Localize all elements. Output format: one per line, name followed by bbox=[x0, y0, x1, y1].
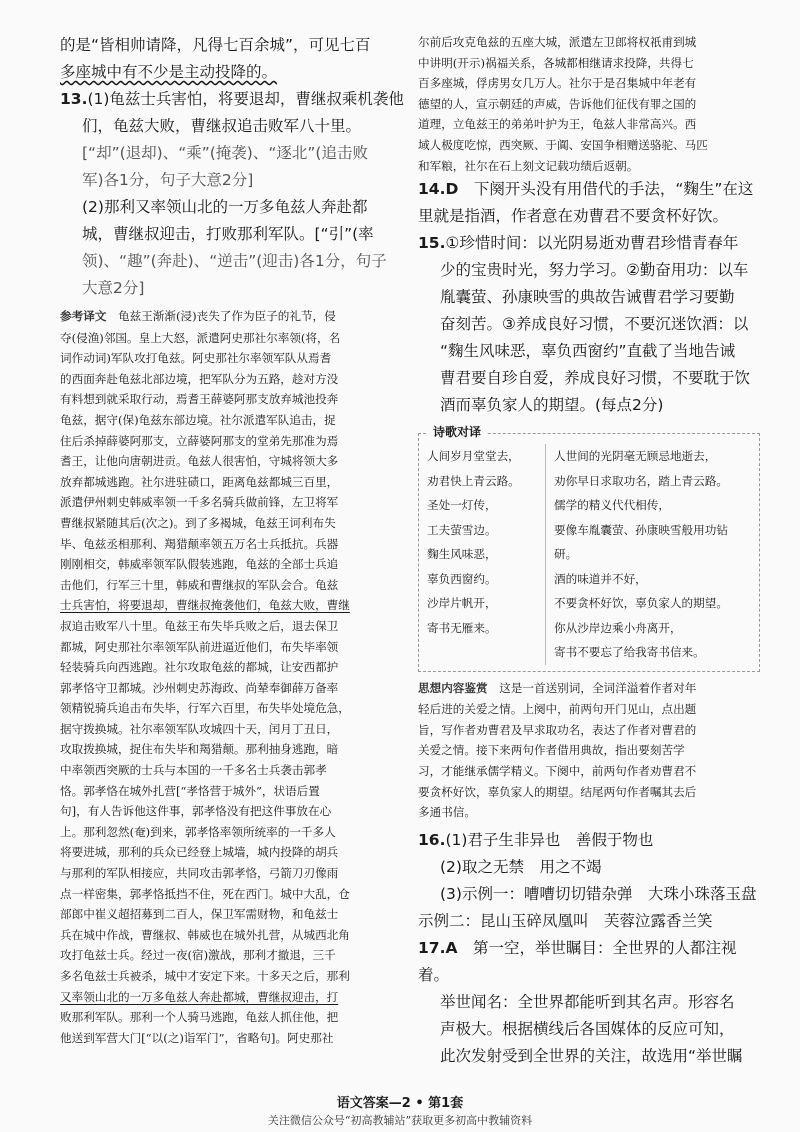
poem-grid bbox=[427, 444, 751, 665]
reference-translation bbox=[60, 306, 412, 1048]
ref-line: 词作动词)军队攻打龟兹。阿史那社尔率领军队从焉耆 bbox=[60, 351, 332, 366]
ref-line: 龟兹，据守(保)龟兹东部边境。社尔派遣军队追击，捉 bbox=[60, 412, 336, 427]
poem-translation-line: 你从沙岸边乘小舟离开， bbox=[554, 620, 682, 635]
q17-line: 17.A 第一空，举世瞩目：全世界的人都注视着。 bbox=[418, 938, 737, 984]
ref-line: 都城，阿史那社尔率领军队前进逼近他们，布失毕率领 bbox=[60, 639, 339, 654]
ref-line: 攻取拨换城，捉住布失毕和羯猎颠。那利抽身逃跑，暗 bbox=[60, 742, 339, 757]
ref-line: 叔追击败军八十里。龟兹王布失毕兵败之后，退去保卫 bbox=[60, 618, 339, 633]
intro-underlined: 多座城中有不少是主动投降的。 bbox=[60, 63, 278, 81]
q17-line: 举世闻名：全世界都能听到其名声。形容名 bbox=[440, 992, 735, 1011]
poem-translation-line: 儒学的精义代代相传， bbox=[554, 498, 670, 513]
ref-line: 放弃都城逃跑。社尔进驻碛口，距离龟兹都城三百里， bbox=[60, 474, 339, 489]
ref-line: 兵在城中作战，曹继叔、韩威也在城外扎营，从城西北角 bbox=[60, 927, 350, 942]
ref-line: 据守拨换城。社尔率领军队攻城四十天，闰月丁丑日， bbox=[60, 721, 339, 736]
ref-line: 上。那利忽然(奄)到来，郭孝恪率领所统率的一千多人 bbox=[60, 824, 336, 839]
q15-line: 奋刻苦。③养成良好习惯，不要沉迷饮酒：以 bbox=[440, 315, 749, 334]
ref-line: 击他们，行军三十里，韩威和曹继叔的军队会合。龟兹 bbox=[60, 577, 339, 592]
q15-line: 15.①珍惜时间：以光阴易逝劝曹君珍惜青春年 bbox=[418, 234, 739, 253]
ref-label: 参考译文 bbox=[60, 310, 107, 323]
ref-line: 毕、龟兹丞相那利、羯猎颠率领五万名士兵抵抗。兵器 bbox=[60, 536, 339, 551]
appreciation-line: 思想内容鉴赏 这是一首送别词，全词洋溢着作者对年 bbox=[418, 680, 697, 695]
ref-line: 中率领西突厥的士兵与本国的一千多名士兵袭击郭孝 bbox=[60, 763, 327, 778]
q15-line: 曹君要自珍自爱，养成良好习惯，不要耽于饮 bbox=[440, 369, 751, 388]
ref-line: 曹继叔紧随其后(次之)。到了多褐城，龟兹王诃利布失 bbox=[60, 515, 336, 530]
appreciation-line: 要贪杯好饮，辜负家人的期望。结尾两句作者嘱其去后 bbox=[418, 784, 697, 799]
appreciation-label: 思想内容鉴赏 bbox=[418, 681, 488, 695]
q13-line: 们，龟兹大败，曹继叔追击败军八十里。 bbox=[82, 117, 362, 135]
poem-line: 辜负西窗约。 bbox=[427, 571, 497, 586]
q13-scoring: 领)、“趣”(奔赴)、“逆击”(迎击)各1分，句子 bbox=[82, 252, 387, 270]
q13-scoring: 军)各1分，句子大意2分] bbox=[82, 171, 254, 189]
ref-line: 德望的人，宣示朝廷的声威，告诉他们征伐有罪之国的 bbox=[418, 96, 697, 111]
ref-line: 刚刚相交，韩威率领军队假装逃跑，龟兹的全部士兵追 bbox=[60, 557, 339, 572]
q15-line: 少的宝贵时光，努力学习。②勤奋用功：以车 bbox=[440, 261, 749, 280]
appreciation-line: 旨，写作者劝曹君及早求取功名，表达了作者对曹君的 bbox=[418, 722, 697, 737]
poem-line: 寄书无雁来。 bbox=[427, 620, 497, 635]
q16-line: 示例二：昆山玉碎凤凰叫 芙蓉泣露香兰笑 bbox=[418, 911, 713, 930]
ref-line: 恪。郭孝恪在城外扎营[“孝恪营于城外”，状语后置 bbox=[60, 783, 320, 798]
ref-line: 与那利的军队相接应，共同攻击郭孝恪，弓箭刀刃像雨 bbox=[60, 866, 339, 881]
q13-number: 13. bbox=[60, 90, 88, 108]
poem-translation-line: 人世间的光阴毫无顾忌地逝去， bbox=[554, 449, 717, 464]
q16-line: (2)取之无禁 用之不竭 bbox=[440, 857, 602, 876]
q16-line: 16.(1)君子生非异也 善假于物也 bbox=[418, 830, 654, 849]
ref-line: 百多座城，俘虏男女几万人。社尔于是召集城中年老有 bbox=[418, 76, 697, 91]
q13-line: 城，曹继叔迎击，打败那利军队。[“引”(率 bbox=[82, 225, 374, 243]
ref-line: 夺(侵渔)邻国。皇上大怒，派遣阿史那社尔率领(将，名 bbox=[60, 330, 341, 345]
poem-translation-line: 酒的味道并不好， bbox=[554, 571, 647, 586]
ref-line: 参考译文 龟兹王渐渐(浸)丧失了作为臣子的礼节，侵 bbox=[60, 309, 336, 323]
ref-line: 士兵害怕，将要退却，曹继叔掩袭他们，龟兹大败，曹继 bbox=[60, 598, 350, 613]
appreciation-line: 轻后进的关爱之情。上阕中，前两句开门见山，点出题 bbox=[418, 702, 697, 717]
q13-scoring: 大意2分] bbox=[82, 279, 145, 297]
ref-line: 句]，有人告诉他这件事，郭孝恪没有把这件事放在心 bbox=[60, 804, 332, 819]
ref-line: 攻打龟兹士兵。经过一夜(宿)激战，那利才撤退，三千 bbox=[60, 948, 336, 963]
q14-line: 14.D 下阕开头没有用借代的手法，“麴生”在这 bbox=[418, 180, 754, 199]
poem-translation-box bbox=[418, 425, 760, 672]
q16-line: (3)示例一：嘈嘈切切错杂弹 大珠小珠落玉盘 bbox=[440, 884, 757, 903]
page-footer-title: 语文答案—2 • 第1套 bbox=[336, 1096, 464, 1111]
poem-box-tag: 诗歌对译 bbox=[427, 423, 487, 440]
ref-line: 他送到军营大门[“以(之)诣军门”，省略句]。阿史那社 bbox=[60, 1030, 334, 1045]
q13-line: 13.(1)龟兹士兵害怕，将要退却，曹继叔乘机袭他 bbox=[60, 90, 404, 108]
appreciation-line: 多通书信。 bbox=[418, 805, 476, 820]
q17-number: 17.A bbox=[418, 938, 458, 957]
poem-line: 麴生风味恶， bbox=[427, 547, 497, 562]
poem-original bbox=[427, 444, 546, 665]
ref-line: 有料想到就采取行动，焉耆王薛婆阿那支放弃城池投奔 bbox=[60, 392, 339, 407]
poem-translation-line: 寄书不要忘了给我寄书信来。 bbox=[554, 645, 705, 660]
q14-number: 14.D bbox=[418, 180, 459, 199]
ref-line: 轻装骑兵向西逃跑。社尔攻取龟兹的都城，让安西都护 bbox=[60, 660, 339, 675]
ref-line: 派遣伊州刺史韩威率领一千多名骑兵做前锋，左卫将军 bbox=[60, 495, 339, 510]
left-column bbox=[60, 32, 412, 1048]
ref-line: 域人极度吃惊，西突厥、于阗、安国争相赠送骆驼、马匹 bbox=[418, 137, 708, 152]
ref-line: 领精锐骑兵追击布失毕，行军六百里，布失毕处境危急， bbox=[60, 701, 350, 716]
poem-line: 劝君快上青云路。 bbox=[427, 473, 520, 488]
q13-scoring: [“却”(退却)、“乘”(掩袭)、“逐北”(追击败 bbox=[82, 144, 368, 162]
intro-line bbox=[60, 59, 412, 86]
ref-line: 点一样密集，郭孝恪抵挡不住，死在西门。城中大乱，仓 bbox=[60, 886, 350, 901]
ref-line: 和军粮，社尔在石上刻文记载功绩后返朝。 bbox=[418, 158, 639, 173]
poem-translation-line: 不要贪杯好饮，辜负家人的期望。 bbox=[554, 596, 728, 611]
ref-line: 将要进城，那利的兵众已经登上城墙，城内投降的胡兵 bbox=[60, 845, 339, 860]
q14-line: 里就是指酒，作者意在劝曹君不要贪杯好饮。 bbox=[418, 207, 729, 226]
page-footer-note: 关注微信公众号“初高教辅站”获取更多初高中教辅资料 bbox=[267, 1114, 533, 1127]
ref-line: 道理，立龟兹王的弟弟叶护为王，龟兹人非常高兴。西 bbox=[418, 117, 697, 132]
poem-line: 沙岸片帆开， bbox=[427, 596, 497, 611]
intro-line: 的是“皆相帅请降，凡得七百余城”，可见七百 bbox=[60, 36, 371, 54]
q15-line: 酒而辜负家人的期望。(每点2分) bbox=[440, 396, 664, 415]
q13-line: (2)那利又率领山北的一万多龟兹人奔赴都 bbox=[82, 198, 368, 216]
ref-line: 的西面奔赴龟兹北部边境，把军队分为五路，趁对方没 bbox=[60, 371, 339, 386]
ref-line: 耆王，让他向唐朝进贡。龟兹人很害怕，守城将领大多 bbox=[60, 454, 339, 469]
q15-number: 15. bbox=[418, 234, 446, 253]
appreciation-line: 关爱之情。接下来两句作者借用典故，指出要刻苦学 bbox=[418, 743, 685, 758]
poem-translation-line: 劝你早日求取功名，踏上青云路。 bbox=[554, 473, 728, 488]
poem-line: 人间岁月堂堂去， bbox=[427, 449, 520, 464]
ref-line: 郭孝恪守卫都城。沙州刺史苏海政、尚辇奉御薛万备率 bbox=[60, 680, 339, 695]
ref-line: 多名龟兹士兵被杀，城中才安定下来。十多天之后，那利 bbox=[60, 969, 350, 983]
q15-line: “麴生风味恶，辜负西窗约”直截了当地告诫 bbox=[440, 342, 736, 361]
ref-line: 中讲明(开示)祸福关系，各城都相继请求投降，共得七 bbox=[418, 55, 694, 70]
right-column bbox=[418, 32, 760, 1070]
appreciation bbox=[418, 678, 760, 823]
poem-modern bbox=[546, 444, 751, 665]
ref-line: 住后杀掉薛婆阿那支，立薛婆阿那支的堂弟先那准为焉 bbox=[60, 433, 339, 448]
q15-line: 胤囊萤、孙康映雪的典故告诫曹君学习要勤 bbox=[440, 288, 735, 307]
poem-line: 圣处一灯传， bbox=[427, 498, 497, 513]
ref-line: 败那利军队。那利一个人骑马逃跑，龟兹人抓住他，把 bbox=[60, 1010, 339, 1025]
ref-line: 部郎中崔义超招募到二百人，保卫军需财物，和龟兹士 bbox=[60, 907, 339, 922]
reference-translation-cont bbox=[418, 32, 760, 176]
ref-line: 又率领山北的一万多龟兹人奔赴都城，曹继叔迎击，打 bbox=[60, 989, 339, 1004]
q17-line: 声极大。根据横线后各国媒体的反应可知， bbox=[440, 1019, 735, 1038]
appreciation-line: 习，才能继承儒学精义。下阕中，前两句作者劝曹君不 bbox=[418, 764, 697, 779]
poem-line: 工夫萤雪边。 bbox=[427, 522, 497, 537]
q17-line: 此次发射受到全世界的关注，故选用“举世瞩 bbox=[440, 1046, 743, 1065]
poem-translation-line: 要像车胤囊萤、孙康映雪般用功钻研。 bbox=[554, 522, 728, 562]
q16-number: 16. bbox=[418, 830, 446, 849]
ref-line: 尔前后攻克龟兹的五座大城，派遣左卫郎将权祇甫到城 bbox=[418, 35, 697, 49]
